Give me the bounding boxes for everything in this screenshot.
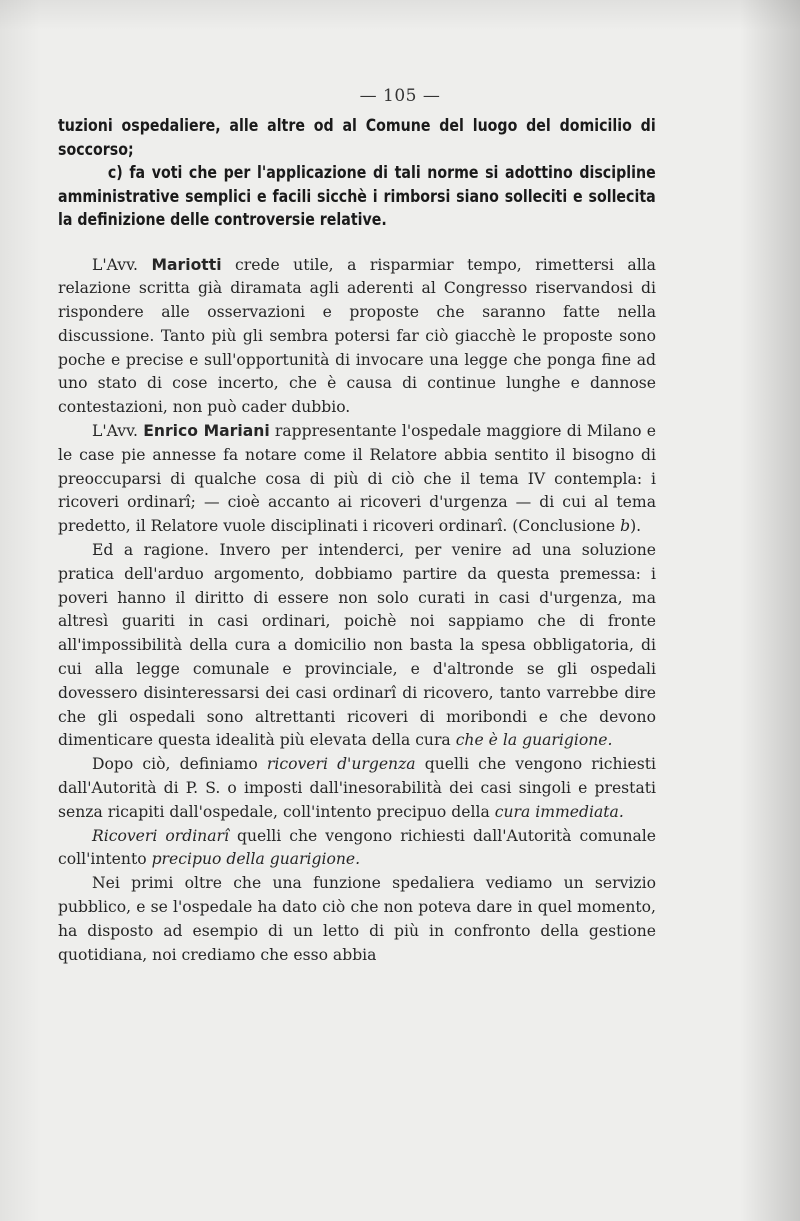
italic-text: b — [620, 517, 631, 536]
paragraph-ricoveri-ordinari — [58, 825, 656, 873]
italic-text: che è la guarigione. — [455, 731, 613, 750]
italic-text: cura immediata. — [494, 802, 624, 821]
paragraph-text: Dopo ciò, definiamo — [92, 755, 258, 774]
page-number: — 105 — — [359, 86, 441, 106]
resolution-point-c: c) fa voti che per l'applicazione di tali norme si adottino discipline amministrative semplici e facili sicchè i rimborsi siano solleciti e sollecita la definizione delle controversie relative. — [58, 163, 656, 229]
body-text — [58, 114, 656, 967]
speaker-name-mariani: Enrico Mariani — [143, 422, 270, 441]
paragraph-nei-primi — [58, 872, 656, 967]
italic-term: Ricoveri ordinarî — [92, 826, 229, 845]
paragraph-text-end: ). — [630, 517, 642, 536]
paragraph-mariotti — [58, 254, 656, 421]
paragraph-text: Ed a ragione. Invero per intenderci, per venire ad una soluzione pratica dell'arduo argomento, dobbiamo partire da questa premessa: i poveri hanno il diritto di essere non solo curati in casi d'urgenza, ma altresì guariti in casi ordinari, poichè noi sappiamo che di fronte all'impossibilità della cura a domicilio non basta la spesa obbligatoria, di cui alla legge comunale e provinciale, e d'altronde se gli ospedali dovessero disinteressarsi dei casi ordinarî di ricovero, tanto varrebbe dire che gli ospedali sono altrettanti ricoveri di moribondi e che devono dimenticare questa idealità più elevata della cura — [58, 541, 656, 750]
resolution-text-continued: tuzioni ospedaliere, alle altre od al Comune del luogo del domicilio di soccorso; — [58, 116, 656, 159]
italic-text: precipuo della guarigione. — [151, 850, 361, 869]
paragraph-text: quelli che vengono richiesti dall'Autorità comunale coll'intento — [58, 826, 656, 869]
speaker-title: L'Avv. — [92, 255, 138, 274]
paragraph-text: crede utile, a risparmiar tempo, rimettersi alla relazione scritta già diramata agli aderenti al Congresso riservandosi di rispondere alle osservazioni e proposte che saranno fatte nella discussione. Tanto più gli sembra potersi far ciò giacchè le proposte sono poche e precise e sull'opportunità di invocare una legge che ponga fine ad uno stato di cose incerto, che è causa di continue lunghe e dannose contestazioni, non può cader dubbio. — [58, 255, 656, 417]
speaker-name-mariotti: Mariotti — [151, 255, 222, 274]
italic-term: ricoveri d'urgenza — [266, 755, 416, 774]
speaker-title: L'Avv. — [92, 422, 138, 441]
paragraph-text: rappresentante l'ospedale maggiore di Milano e le case pie annesse fa notare come il Relatore abbia sentito il bisogno di preoccuparsi di qualche cosa di più di ciò che il tema IV contempla: i ricoveri ordinarî; — cioè accanto ai ricoveri d'urgenza — di cui al tema predetto, il Relatore vuole disciplinati i ricoveri ordinarî. (Conclusione — [58, 422, 656, 536]
paragraph-ricoveri-urgenza — [58, 753, 656, 824]
paragraph-text: Nei primi oltre che una funzione spedaliera vediamo un servizio pubblico, e se l'ospedale ha dato ciò che non poteva dare in quel momento, ha disposto ad esempio di un letto di più in confronto della gestione quotidiana, noi crediamo che esso abbia — [58, 874, 656, 964]
paragraph-ed-a-ragione — [58, 539, 656, 753]
paragraph-mariani — [58, 420, 656, 539]
paragraph-text: quelli che vengono richiesti dall'Autorità di P. S. o imposti dall'inesorabilità dei casi singoli e prestati senza ricapiti dall'ospedale, coll'intento precipuo della — [58, 755, 656, 821]
